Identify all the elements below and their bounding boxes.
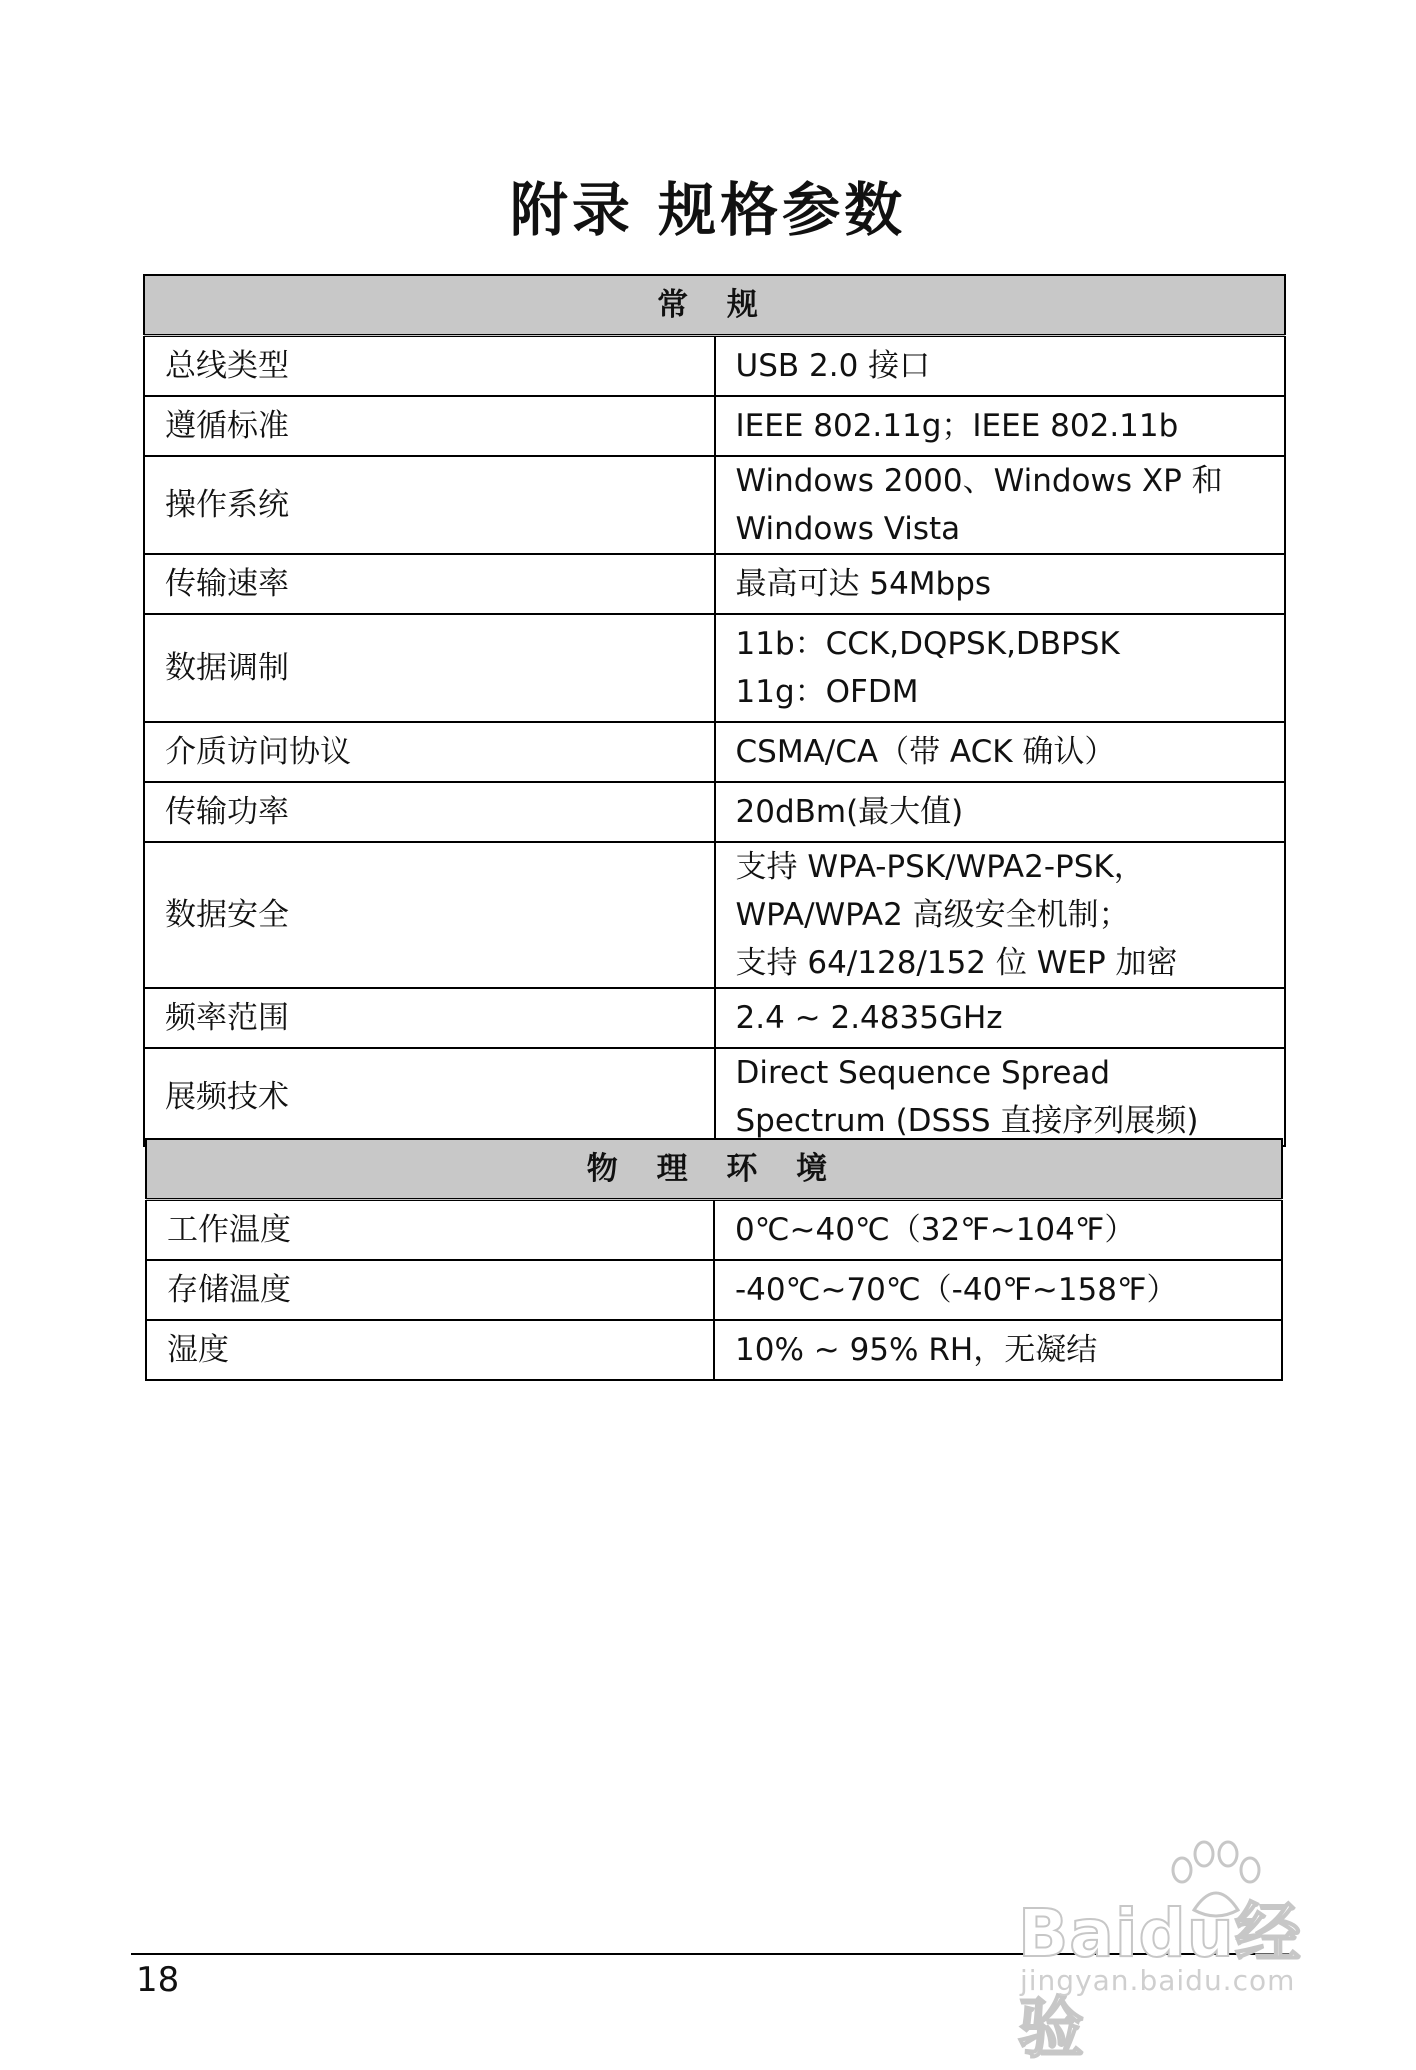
watermark-brand: Baidu经验 — [1018, 1895, 1302, 2067]
table-row — [144, 722, 1285, 782]
spec-label: 操作系统 — [144, 456, 715, 554]
spec-value — [715, 614, 1286, 722]
spec-value — [715, 336, 1286, 397]
spec-value — [714, 1260, 1282, 1320]
spec-label: 工作温度 — [146, 1200, 714, 1261]
spec-label: 介质访问协议 — [144, 722, 715, 782]
spec-value-line: 0℃~40℃（32℉~104℉） — [735, 1212, 1136, 1248]
spec-value-line: 11g：OFDM — [735, 674, 919, 710]
environment-table-heading: 物 理 环 境 — [146, 1139, 1282, 1200]
spec-value — [715, 782, 1286, 842]
spec-label: 湿度 — [146, 1320, 714, 1380]
spec-value — [715, 554, 1286, 614]
page-number: 18 — [136, 1960, 180, 2000]
spec-value-line: 最高可达 54Mbps — [735, 566, 992, 602]
spec-value — [715, 396, 1286, 456]
environment-table-header-row — [146, 1139, 1282, 1200]
spec-value-line: Direct Sequence Spread Spectrum (DSSS 直接序列展频) — [735, 1055, 1199, 1139]
table-row — [144, 1048, 1285, 1146]
general-table-heading: 常 规 — [144, 275, 1285, 336]
spec-value — [715, 456, 1286, 554]
spec-value-line: 2.4 ~ 2.4835GHz — [735, 1000, 1003, 1036]
spec-label: 总线类型 — [144, 336, 715, 397]
spec-value-line: 10% ~ 95% RH，无凝结 — [735, 1332, 1098, 1368]
spec-value-line: CSMA/CA（带 ACK 确认） — [735, 734, 1116, 770]
page-title: 附录 规格参数 — [509, 176, 907, 244]
environment-spec-table — [145, 1138, 1283, 1381]
table-row — [146, 1260, 1282, 1320]
spec-value-line: -40℃~70℃（-40℉~158℉） — [735, 1272, 1178, 1308]
spec-value — [714, 1320, 1282, 1380]
spec-value-line: Windows 2000、Windows XP 和 Windows Vista — [735, 463, 1223, 547]
spec-value-line: USB 2.0 接口 — [735, 348, 931, 384]
spec-label: 遵循标准 — [144, 396, 715, 456]
table-row — [144, 988, 1285, 1048]
spec-label: 传输功率 — [144, 782, 715, 842]
table-row — [144, 614, 1285, 722]
spec-label: 展频技术 — [144, 1048, 715, 1146]
general-spec-table — [143, 274, 1286, 1147]
table-row — [144, 456, 1285, 554]
table-row — [146, 1320, 1282, 1380]
spec-value — [715, 988, 1286, 1048]
spec-value — [714, 1200, 1282, 1261]
table-row — [144, 842, 1285, 988]
table-row — [144, 396, 1285, 456]
table-row — [144, 336, 1285, 397]
table-row — [146, 1200, 1282, 1261]
table-row — [144, 782, 1285, 842]
table-row — [144, 554, 1285, 614]
spec-label: 数据安全 — [144, 842, 715, 988]
spec-value-line: 支持 WPA-PSK/WPA2-PSK，WPA/WPA2 高级安全机制； — [735, 849, 1145, 933]
spec-value-line: 11b：CCK,DQPSK,DBPSK — [735, 626, 1120, 662]
spec-value-line: IEEE 802.11g；IEEE 802.11b — [735, 408, 1179, 444]
spec-label: 频率范围 — [144, 988, 715, 1048]
spec-value — [715, 1048, 1286, 1146]
spec-label: 传输速率 — [144, 554, 715, 614]
spec-value — [715, 722, 1286, 782]
spec-value-line: 20dBm(最大值) — [735, 794, 964, 830]
spec-label: 数据调制 — [144, 614, 715, 722]
general-table-header-row — [144, 275, 1285, 336]
spec-value-line: 支持 64/128/152 位 WEP 加密 — [735, 945, 1178, 981]
spec-value — [715, 842, 1286, 988]
spec-label: 存储温度 — [146, 1260, 714, 1320]
watermark-url: jingyan.baidu.com — [1020, 1964, 1296, 1997]
baidu-watermark — [1010, 1840, 1340, 2067]
